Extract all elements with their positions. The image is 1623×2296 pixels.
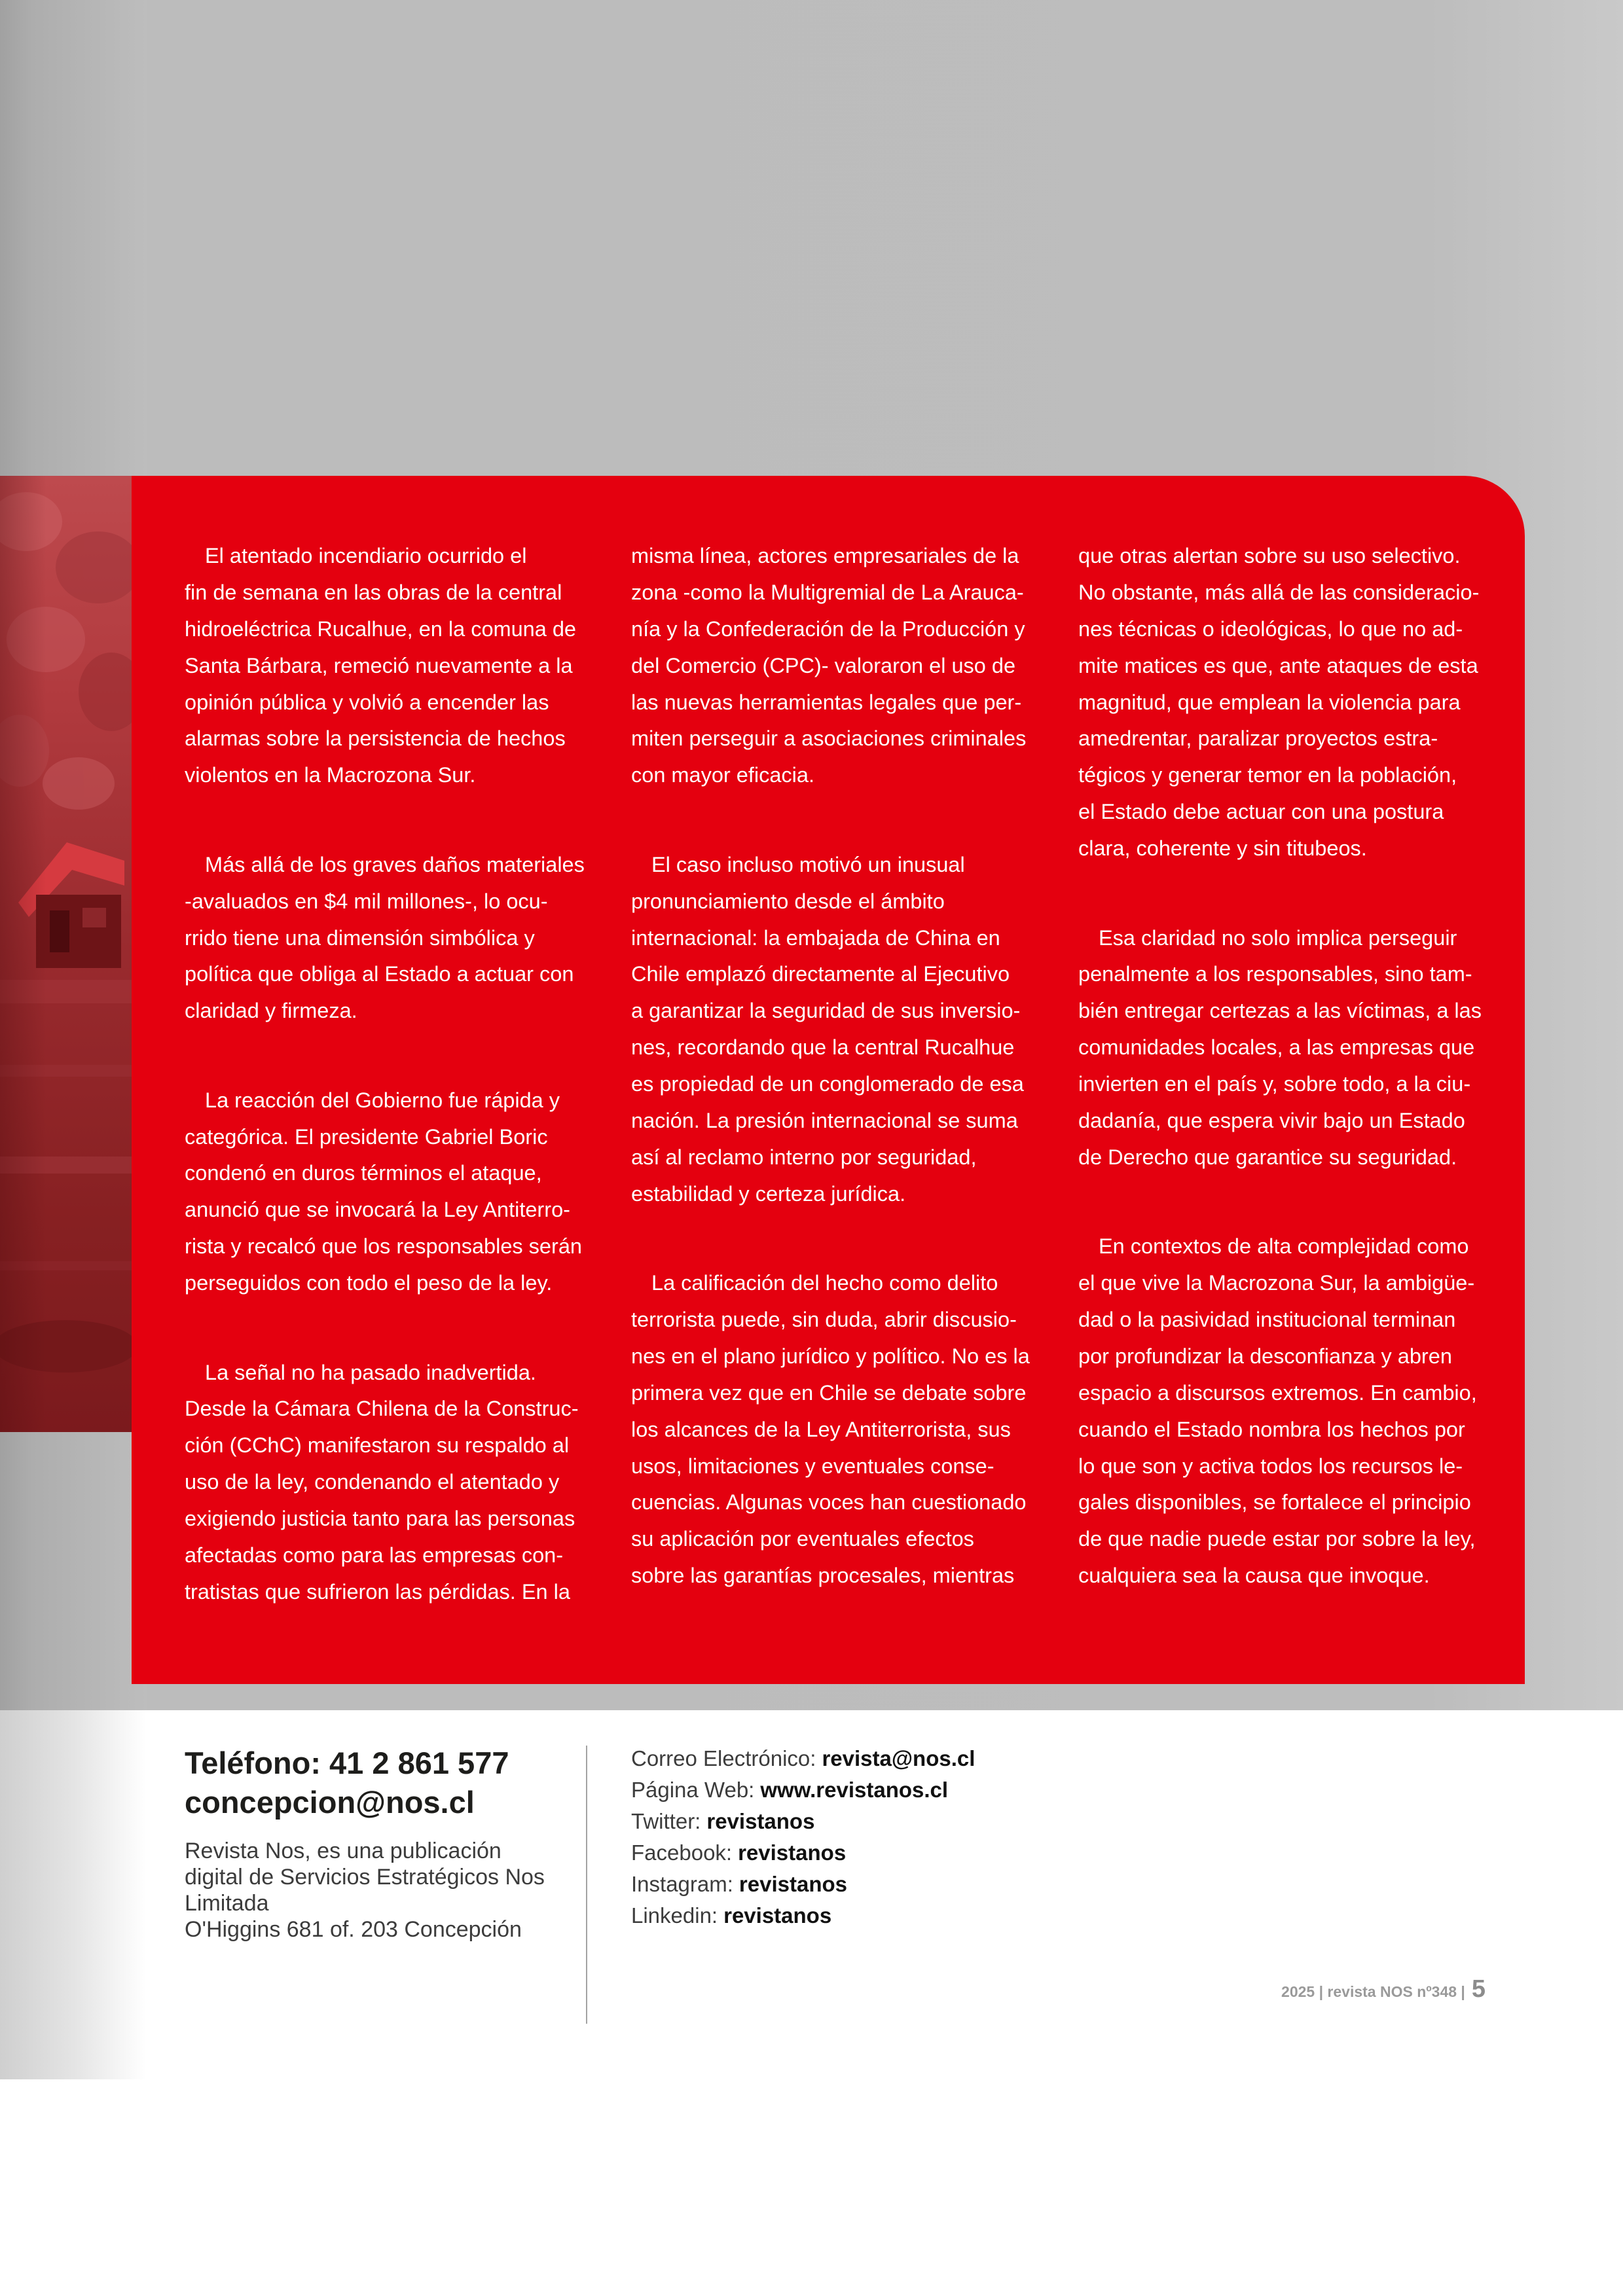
article-text-line: violentos en la Macrozona Sur. [185, 763, 476, 787]
article-text-line: comunidades locales, a las empresas que [1078, 1035, 1475, 1060]
contact-twitter-link[interactable]: revistanos [706, 1809, 815, 1833]
contact-email-link[interactable]: revista@nos.cl [822, 1746, 976, 1770]
contact-label: Facebook: [631, 1840, 733, 1865]
contact-row-linkedin [631, 1900, 975, 1931]
article-text-line: gales disponibles, se fortalece el principio [1078, 1490, 1471, 1515]
article-text-line: primera vez que en Chile se debate sobre [631, 1380, 1027, 1405]
article-text-line: zona -como la Multigremial de La Arauca- [631, 580, 1024, 604]
article-text-line: clara, coherente y sin titubeos. [1078, 836, 1367, 861]
article-text-line: su aplicación por eventuales efectos [631, 1527, 974, 1551]
footer-phone: Teléfono: 41 2 861 577 [185, 1746, 509, 1780]
contact-row-instagram [631, 1869, 975, 1900]
article-text-line: mite matices es que, ante ataques de esta [1078, 653, 1478, 677]
page-footer [1281, 1975, 1486, 2003]
article-text-line: hidroeléctrica Rucalhue, en la comuna de [185, 617, 576, 641]
contact-label: Correo Electrónico: [631, 1746, 816, 1770]
contact-row-twitter [631, 1806, 975, 1837]
article-text-line: nación. La presión internacional se suma [631, 1108, 1018, 1132]
article-text-line: estabilidad y certeza jurídica. [631, 1181, 906, 1206]
article-column-1 [185, 538, 604, 1611]
article-text-line: rista y recalcó que los responsables serán [185, 1234, 582, 1259]
contact-row-web [631, 1774, 975, 1806]
article-text-line: Chile emplazó directamente al Ejecutivo [631, 962, 1010, 986]
article-text-line: por profundizar la desconfianza y abren [1078, 1344, 1452, 1368]
contact-facebook-link[interactable]: revistanos [738, 1840, 847, 1865]
article-paragraph [631, 847, 1050, 1213]
article-text-line: uso de la ley, condenando el atentado y [185, 1470, 560, 1494]
article-text-line: que otras alertan sobre su uso selectivo. [1078, 544, 1461, 567]
article-text-line: cuencias. Algunas voces han cuestionado [631, 1490, 1027, 1515]
article-text-line: internacional: la embajada de China en [631, 925, 1000, 950]
page-number: 5 [1471, 1975, 1486, 2003]
article-text-line: No obstante, más allá de las consideracio- [1078, 580, 1480, 604]
article-text-line: sobre las garantías procesales, mientras [631, 1564, 1015, 1588]
article-text-line: rrido tiene una dimensión simbólica y [185, 925, 535, 950]
article-text-line: el que vive la Macrozona Sur, la ambigüe- [1078, 1271, 1475, 1295]
article-text-line: Esa claridad no solo implica perseguir [1099, 925, 1457, 950]
article-text-line: opinión pública y volvió a encender las [185, 690, 549, 714]
footer-contact-block [185, 1744, 545, 1943]
article-paragraph [1078, 538, 1497, 867]
article-text-line: tégicos y generar temor en la población, [1078, 763, 1457, 787]
contact-label: Página Web: [631, 1778, 755, 1802]
article-text-line: magnitud, que emplean la violencia para [1078, 690, 1461, 714]
article-text-line: En contextos de alta complejidad como [1099, 1234, 1469, 1259]
article-text-line: alarmas sobre la persistencia de hechos [185, 726, 566, 751]
article-text-line: lo que son y activa todos los recursos le- [1078, 1454, 1463, 1478]
article-text-line: fin de semana en las obras de la central [185, 580, 562, 604]
article-paragraph [185, 847, 604, 1030]
article-text-line: categórica. El presidente Gabriel Boric [185, 1124, 548, 1149]
article-paragraph [185, 538, 604, 794]
article-column-2 [631, 538, 1050, 1594]
article-text-line: La calificación del hecho como delito [651, 1271, 998, 1295]
article-text-line: de que nadie puede estar por sobre la ley, [1078, 1527, 1476, 1551]
contact-instagram-link[interactable]: revistanos [739, 1872, 847, 1896]
issue-info: 2025 | revista NOS nº348 | [1281, 1983, 1465, 2000]
article-text-line: Desde la Cámara Chilena de la Construc- [185, 1397, 579, 1421]
contact-web-link[interactable]: www.revistanos.cl [760, 1778, 949, 1802]
footer-email[interactable]: concepcion@nos.cl [185, 1785, 475, 1820]
article-text-line: -avaluados en $4 mil millones-, lo ocu- [185, 889, 548, 913]
article-paragraph [1078, 920, 1497, 1176]
article-paragraph [185, 1355, 604, 1611]
article-text-line: espacio a discursos extremos. En cambio, [1078, 1380, 1477, 1405]
contact-label: Linkedin: [631, 1903, 718, 1928]
article-text-line: El atentado incendiario ocurrido el [205, 544, 527, 567]
article-text-line: así al reclamo interno por seguridad, [631, 1145, 977, 1169]
article-text-line: cualquiera sea la causa que invoque. [1078, 1564, 1430, 1588]
footer-links [631, 1743, 975, 1931]
article-text-line: dad o la pasividad institucional terminan [1078, 1308, 1456, 1332]
article-text-line: exigiendo justicia tanto para las personas [185, 1507, 575, 1531]
article-text-line: penalmente a los responsables, sino tam- [1078, 962, 1472, 986]
article-text-line: política que obliga al Estado a actuar con [185, 962, 574, 986]
article-text-line: nía y la Confederación de la Producción y [631, 617, 1025, 641]
footer-address: O'Higgins 681 of. 203 Concepción [185, 1917, 522, 1942]
article-text-line: claridad y firmeza. [185, 999, 357, 1023]
article-text-line: nes, recordando que la central Rucalhue [631, 1035, 1015, 1060]
article-text-line: invierten en el país y, sobre todo, a la ciu- [1078, 1072, 1471, 1096]
contact-label: Twitter: [631, 1809, 701, 1833]
article-text-line: perseguidos con todo el peso de la ley. [185, 1271, 553, 1295]
footer-description [185, 1838, 545, 1943]
article-paragraph [631, 1265, 1050, 1594]
footer-divider [586, 1746, 587, 2024]
article-text-line: ción (CChC) manifestaron su respaldo al [185, 1433, 570, 1458]
article-text-line: anunció que se invocará la Ley Antiterro- [185, 1198, 570, 1222]
article-text-line: del Comercio (CPC)- valoraron el uso de [631, 653, 1016, 677]
article-paragraph [185, 1083, 604, 1302]
article-text-line: terrorista puede, sin duda, abrir discusio- [631, 1308, 1017, 1332]
article-text-line: usos, limitaciones y eventuales conse- [631, 1454, 994, 1478]
footer-description-line: Revista Nos, es una publicación [185, 1839, 501, 1863]
article-text-line: nes técnicas o ideológicas, lo que no ad- [1078, 617, 1463, 641]
article-column-3 [1078, 538, 1497, 1594]
contact-row-email [631, 1743, 975, 1774]
article-text-line: condenó en duros términos el ataque, [185, 1161, 542, 1185]
article-text-line: El caso incluso motivó un inusual [651, 852, 965, 876]
burnt-site-photo [0, 476, 132, 1432]
article-text-line: con mayor eficacia. [631, 763, 814, 787]
footer-description-line: digital de Servicios Estratégicos Nos [185, 1865, 545, 1890]
contact-row-facebook [631, 1837, 975, 1869]
article-text-line: tratistas que sufrieron las pérdidas. En la [185, 1579, 570, 1604]
article-text-line: nes en el plano jurídico y político. No es la [631, 1344, 1030, 1368]
article-text-line: dadanía, que espera vivir bajo un Estado [1078, 1108, 1465, 1132]
article-text-line: bién entregar certezas a las víctimas, a las [1078, 999, 1482, 1023]
article-text-line: miten perseguir a asociaciones criminales [631, 726, 1027, 751]
article-paragraph [631, 538, 1050, 794]
article-text-line: es propiedad de un conglomerado de esa [631, 1072, 1024, 1096]
article-paragraph [1078, 1229, 1497, 1594]
article-text-line: Más allá de los graves daños materiales [205, 852, 585, 876]
article-text-line: afectadas como para las empresas con- [185, 1543, 564, 1567]
article-text-line: los alcances de la Ley Antiterrorista, sus [631, 1417, 1011, 1441]
article-text-line: pronunciamiento desde el ámbito [631, 889, 945, 913]
article-text-line: Santa Bárbara, remeció nuevamente a la [185, 653, 573, 677]
article-text-line: el Estado debe actuar con una postura [1078, 800, 1444, 824]
contact-label: Instagram: [631, 1872, 733, 1896]
article-text-line: misma línea, actores empresariales de la [631, 544, 1019, 567]
article-text-line: de Derecho que garantice su seguridad. [1078, 1145, 1457, 1169]
article-text-line: amedrentar, paralizar proyectos estra- [1078, 726, 1438, 751]
contact-linkedin-link[interactable]: revistanos [723, 1903, 832, 1928]
article-text-line: a garantizar la seguridad de sus inversio- [631, 999, 1021, 1023]
article-text-line: La señal no ha pasado inadvertida. [205, 1360, 536, 1384]
footer-description-line: Limitada [185, 1891, 269, 1916]
article-text-line: las nuevas herramientas legales que per- [631, 690, 1022, 714]
article-text-line: cuando el Estado nombra los hechos por [1078, 1417, 1465, 1441]
article-text-line: La reacción del Gobierno fue rápida y [205, 1088, 560, 1112]
footer-gradient-strip [0, 1710, 147, 2079]
